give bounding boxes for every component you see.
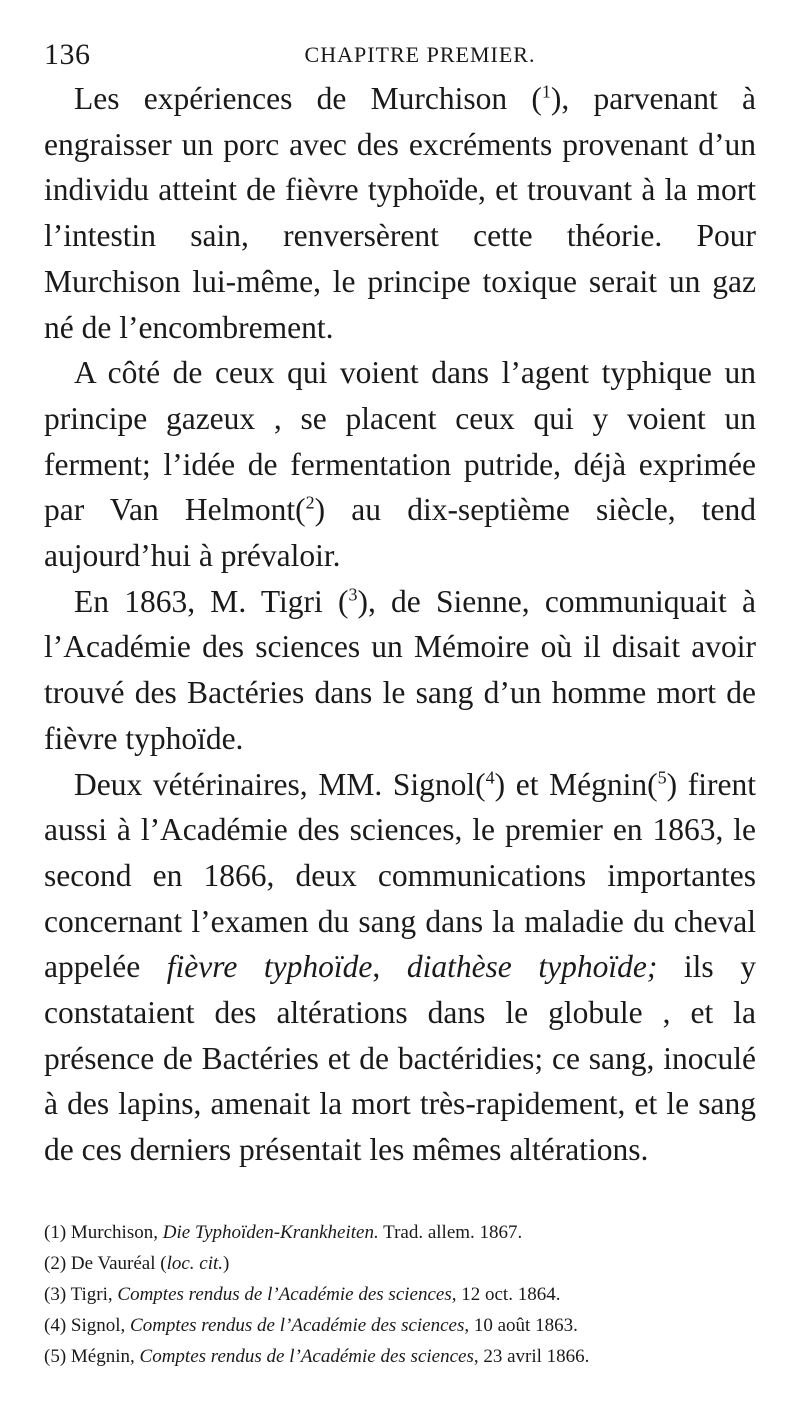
text-run: A côté de ceux qui voient dans l’agent typhique un principe gazeux , se placent ceux qui y voient un ferment; l’idée de fermentation putride, déjà exprimée par Van Helmont(	[44, 355, 756, 528]
italic-text: Comptes rendus de l’Académie des sciences	[117, 1283, 452, 1305]
text-run: ), parvenant à engraisser un porc avec des excréments provenant d’un individu atteint de fièvre typhoïde, et trouvant à la mort l’intestin sain, renversèrent cette théorie. Pour Murchison lui-même, le principe toxique serait un gaz né de l’encombrement.	[44, 81, 756, 345]
footnote	[44, 1341, 756, 1372]
text-run: (4)	[44, 1314, 67, 1336]
text-run: , 23 avril 1866.	[473, 1345, 590, 1367]
italic-text: Comptes rendus de l’Académie des sciences	[139, 1345, 474, 1367]
text-run: ,	[372, 949, 407, 985]
text-run: ) firent aussi à l’Académie des sciences, le premier en 1863, le second en 1866, deux communications importantes concernant l’examen du sang dans la maladie du cheval appelée	[44, 766, 756, 985]
body-text	[44, 76, 756, 1173]
page-number: 136	[44, 38, 91, 71]
footnote	[44, 1279, 756, 1310]
footnote	[44, 1248, 756, 1279]
italic-text: Die Typhoïden-Krankheiten.	[162, 1221, 379, 1243]
paragraph	[44, 579, 756, 762]
text-run: , 12 oct. 1864.	[451, 1283, 561, 1305]
paragraph	[44, 76, 756, 350]
footnote	[44, 1310, 756, 1341]
italic-text: fièvre typhoïde	[166, 949, 373, 985]
text-run: (3)	[44, 1283, 67, 1305]
book-page	[44, 30, 756, 1372]
text-run: Mégnin,	[66, 1345, 140, 1367]
paragraph	[44, 762, 756, 1173]
text-run: (1)	[44, 1221, 67, 1243]
text-run: ils y constataient des altérations dans le globule , et la présence de Bactéries et de bactéridies; ce sang, inoculé à des lapins, amenait la mort très-rapidement, et le sang de ces derniers présentait les mêmes altérations.	[44, 949, 756, 1168]
text-run: ) au dix-septième siècle, tend aujourd’hui à prévaloir.	[44, 492, 756, 574]
text-run: Deux vétérinaires, MM. Signol(	[74, 766, 486, 802]
text-run: ), de Sienne, communiquait à l’Académie des sciences un Mémoire où il disait avoir trouvé des Bactéries dans le sang d’un homme mort de fièvre typhoïde.	[44, 583, 756, 756]
footnote	[44, 1217, 756, 1248]
text-run: En 1863, M. Tigri (	[74, 583, 349, 619]
italic-text: diathèse typhoïde;	[406, 949, 658, 985]
running-head	[44, 30, 756, 76]
text-run: Murchison,	[66, 1221, 163, 1243]
italic-text: Comptes rendus de l’Académie des sciences	[130, 1314, 465, 1336]
footnotes	[44, 1217, 756, 1372]
text-run: ) et Mégnin(	[494, 766, 658, 802]
text-run: De Vauréal (	[66, 1252, 167, 1274]
italic-text: loc. cit.	[166, 1252, 224, 1274]
text-run: , 10 août 1863.	[464, 1314, 578, 1336]
text-run: Les expériences de Murchison (	[74, 81, 542, 116]
footnote-reference: 1	[541, 81, 551, 102]
running-title: CHAPITRE PREMIER.	[304, 42, 536, 67]
text-run: )	[223, 1252, 230, 1274]
text-run: (2)	[44, 1252, 67, 1274]
footnote-reference: 3	[348, 584, 358, 605]
text-run: (5)	[44, 1345, 67, 1367]
text-run: Tigri,	[66, 1283, 118, 1305]
footnote-reference: 4	[485, 767, 495, 788]
text-run: Signol,	[66, 1314, 131, 1336]
footnote-reference: 5	[657, 767, 667, 788]
footnote-reference: 2	[305, 492, 315, 513]
paragraph	[44, 350, 756, 579]
text-run: Trad. allem. 1867.	[378, 1221, 523, 1243]
